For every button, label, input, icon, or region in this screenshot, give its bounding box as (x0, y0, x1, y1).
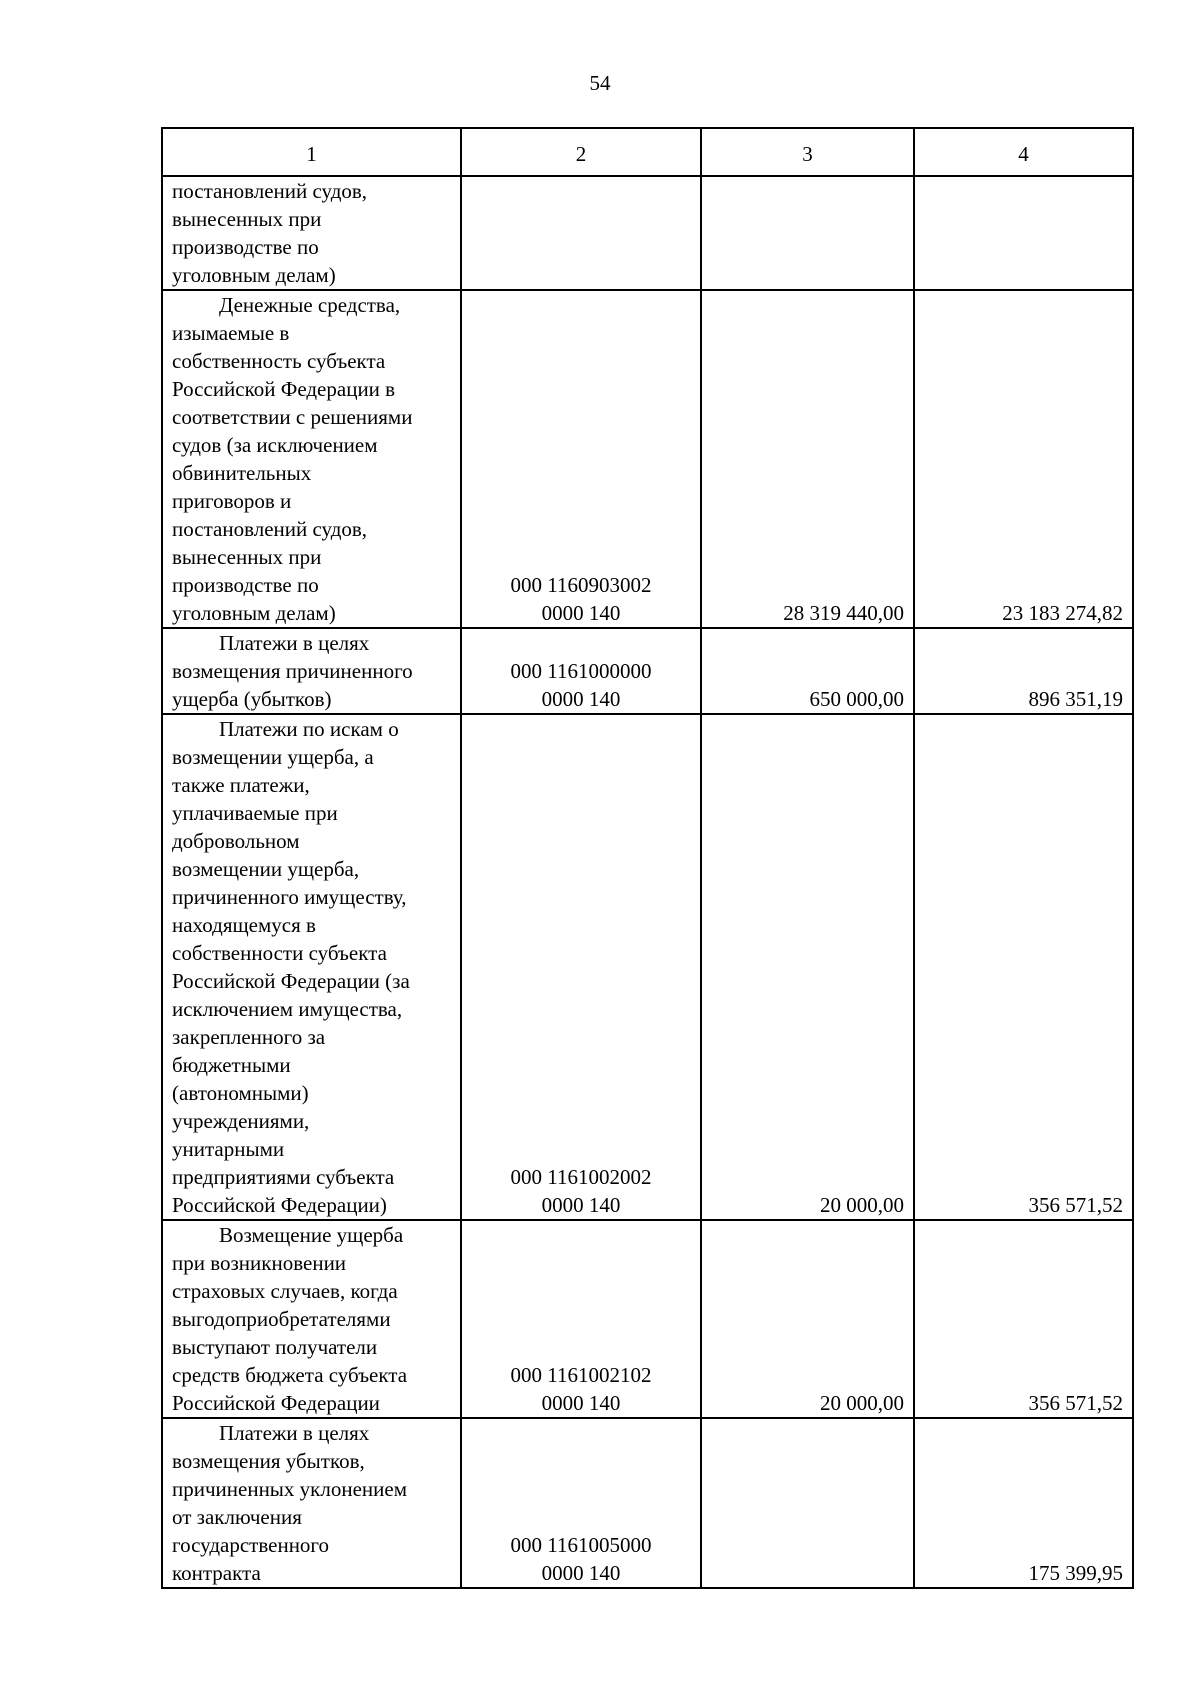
revenue-name-line (172, 715, 451, 743)
revenue-name-cell (162, 714, 461, 1220)
revenue-name-line (172, 1221, 451, 1249)
revenue-name-line: при возникновении (172, 1251, 347, 1275)
actual-amount-cell: 23 183 274,82 (914, 290, 1133, 628)
table-row (162, 1418, 1133, 1588)
revenue-name-line: государственного (172, 1533, 330, 1557)
revenue-name-line: Российской Федерации) (172, 1193, 387, 1217)
revenue-name-line: закрепленного за (172, 1025, 326, 1049)
revenue-name-line: выгодоприобретателями (172, 1307, 391, 1331)
actual-amount-cell: 356 571,52 (914, 1220, 1133, 1418)
table-row (162, 1220, 1133, 1418)
table-row (162, 714, 1133, 1220)
column-header: 1 (162, 128, 461, 176)
revenue-name-line: предприятиями субъекта (172, 1165, 395, 1189)
table-row (162, 290, 1133, 628)
revenue-name-cell (162, 290, 461, 628)
planned-amount-cell: 650 000,00 (701, 628, 914, 714)
revenue-name-line: возмещении ущерба, а (172, 745, 374, 769)
budget-code-line: 000 1160903002 (510, 573, 652, 597)
revenue-name-text: Возмещение ущерба (219, 1223, 404, 1247)
revenue-name-cell (162, 1220, 461, 1418)
revenue-name-line: Российской Федерации (за (172, 969, 410, 993)
budget-table (161, 127, 1134, 1589)
planned-amount-cell: 20 000,00 (701, 1220, 914, 1418)
revenue-name-line: страховых случаев, когда (172, 1279, 398, 1303)
revenue-name-line: собственность субъекта (172, 349, 386, 373)
budget-code-cell (461, 290, 701, 628)
revenue-name-line: производстве по (172, 235, 319, 259)
revenue-name-line: бюджетными (172, 1053, 291, 1077)
actual-amount-cell: 175 399,95 (914, 1418, 1133, 1588)
budget-code-line: 000 1161005000 (510, 1533, 652, 1557)
revenue-name-line: приговоров и (172, 489, 292, 513)
revenue-name-line: обвинительных (172, 461, 312, 485)
budget-code-cell (461, 628, 701, 714)
revenue-name-line: постановлений судов, (172, 179, 368, 203)
revenue-name-line: возмещения причиненного (172, 659, 413, 683)
revenue-name-line: выступают получатели (172, 1335, 378, 1359)
budget-code-line: 0000 140 (541, 601, 621, 625)
table-header-row (162, 128, 1133, 176)
actual-amount-cell: 356 571,52 (914, 714, 1133, 1220)
planned-amount-cell: 20 000,00 (701, 714, 914, 1220)
revenue-name-text: Платежи по искам о (219, 717, 399, 741)
revenue-name-line: уголовным делам) (172, 263, 336, 287)
revenue-name-line: добровольном (172, 829, 300, 853)
revenue-name-text: Платежи в целях (219, 631, 370, 655)
budget-code-line: 000 1161002102 (510, 1363, 652, 1387)
revenue-name-line: изымаемые в (172, 321, 290, 345)
revenue-name-line: также платежи, (172, 773, 310, 797)
table-body (162, 176, 1133, 1588)
revenue-name-text: Денежные средства, (219, 293, 401, 317)
planned-amount-cell (701, 176, 914, 290)
revenue-name-cell (162, 628, 461, 714)
budget-code-cell (461, 1220, 701, 1418)
revenue-name-line: уголовным делам) (172, 601, 336, 625)
revenue-name-line: постановлений судов, (172, 517, 368, 541)
revenue-name-line: контракта (172, 1561, 261, 1585)
revenue-name-line: собственности субъекта (172, 941, 387, 965)
revenue-name-line: учреждениями, (172, 1109, 310, 1133)
revenue-name-line: производстве по (172, 573, 319, 597)
budget-code-line: 000 1161002002 (510, 1165, 652, 1189)
revenue-name-cell (162, 176, 461, 290)
revenue-name-line (172, 629, 451, 657)
budget-code-cell (461, 714, 701, 1220)
revenue-name-line (172, 291, 451, 319)
table-row (162, 628, 1133, 714)
revenue-name-line: исключением имущества, (172, 997, 403, 1021)
revenue-name-text: Платежи в целях (219, 1421, 370, 1445)
revenue-name-line (172, 1419, 451, 1447)
table-row (162, 176, 1133, 290)
revenue-name-line: возмещении ущерба, (172, 857, 360, 881)
budget-code-line: 0000 140 (541, 1561, 621, 1585)
revenue-name-line: ущерба (убытков) (172, 687, 332, 711)
revenue-name-line: Российской Федерации (172, 1391, 380, 1415)
actual-amount-cell: 896 351,19 (914, 628, 1133, 714)
revenue-name-line: судов (за исключением (172, 433, 378, 457)
planned-amount-cell: 28 319 440,00 (701, 290, 914, 628)
budget-code-line: 0000 140 (541, 687, 621, 711)
revenue-name-line: средств бюджета субъекта (172, 1363, 408, 1387)
revenue-name-line: вынесенных при (172, 207, 322, 231)
column-header: 2 (461, 128, 701, 176)
revenue-name-line: соответствии с решениями (172, 405, 413, 429)
budget-code-cell (461, 1418, 701, 1588)
page-number: 54 (589, 71, 611, 95)
revenue-name-line: находящемуся в (172, 913, 316, 937)
column-header: 3 (701, 128, 914, 176)
revenue-name-line: Российской Федерации в (172, 377, 396, 401)
budget-code-line: 0000 140 (541, 1391, 621, 1415)
revenue-name-line: от заключения (172, 1505, 302, 1529)
revenue-name-line: причиненных уклонением (172, 1477, 407, 1501)
planned-amount-cell (701, 1418, 914, 1588)
revenue-name-line: (автономными) (172, 1081, 309, 1105)
revenue-name-line: возмещения убытков, (172, 1449, 365, 1473)
column-header: 4 (914, 128, 1133, 176)
revenue-name-line: унитарными (172, 1137, 285, 1161)
budget-code-line: 0000 140 (541, 1193, 621, 1217)
revenue-name-cell (162, 1418, 461, 1588)
revenue-name-line: уплачиваемые при (172, 801, 338, 825)
budget-code-cell (461, 176, 701, 290)
revenue-name-line: вынесенных при (172, 545, 322, 569)
actual-amount-cell (914, 176, 1133, 290)
revenue-name-line: причиненного имуществу, (172, 885, 407, 909)
budget-code-line: 000 1161000000 (510, 659, 652, 683)
